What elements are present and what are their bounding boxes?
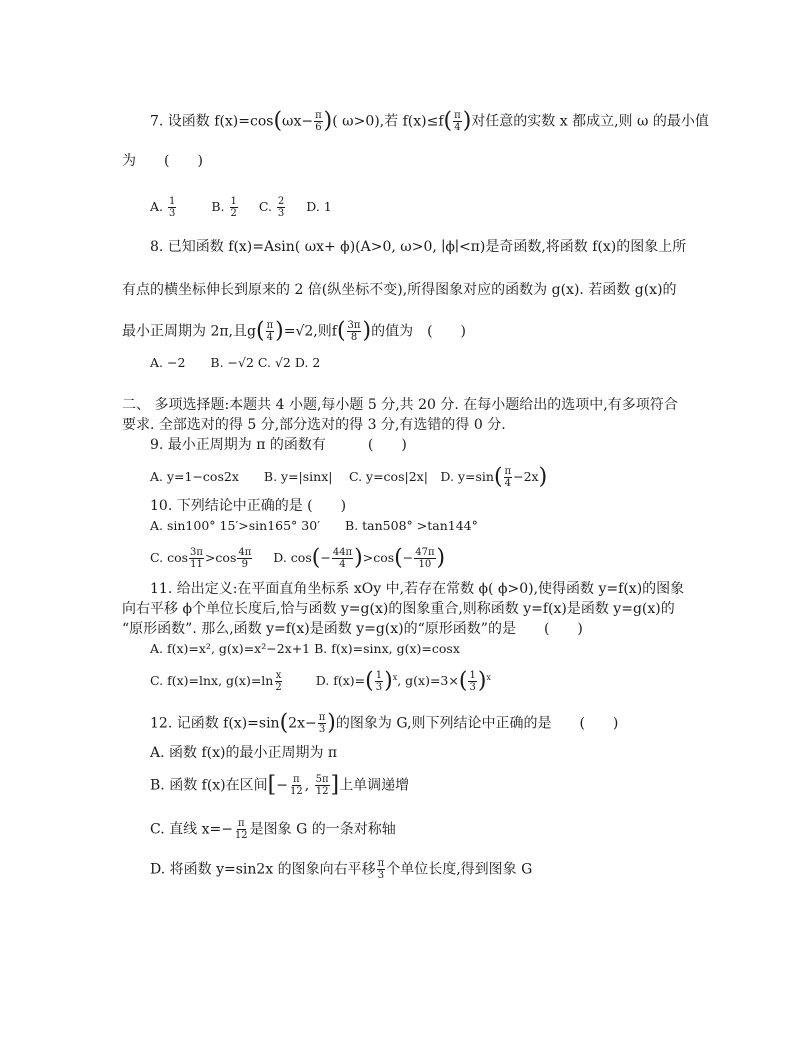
q8-line2: 有点的横坐标伸长到原来的 2 倍(纵坐标不变),所得图象对应的函数为 g(x). 若函数 g(x)的 — [122, 282, 677, 298]
q12-s-frac: $\frac{\pi}{3}$ — [318, 712, 326, 735]
q7-optB-frac: $\frac{1}{2}$ — [230, 196, 237, 219]
q7-mid1: ωx− — [282, 113, 314, 130]
q11-d2-frac: $\frac{1}{3}$ — [469, 670, 476, 693]
q12-optD: D. 将函数 y=sin2x 的图象向右平移 $\frac{\pi}{3}$ 个单位长度,得到图象 G — [150, 858, 533, 881]
q10-optsAB: A. sin100° 15′>sin165° 30′ B. tan508° >tan144° — [150, 518, 478, 533]
q7-stem-end: 对任意的实数 x 都成立,则 ω 的最小值 — [471, 113, 709, 130]
q12-optB: B. 函数 f(x)在区间[− $\frac{\pi}{12}$ , $\frac{5\pi}{12}$ ]上单调递增 — [150, 772, 410, 798]
section2-line2: 要求. 全部选对的得 5 分,部分选对的得 3 分,有选错的得 0 分. — [122, 417, 506, 433]
q8-g-frac: $\frac{\pi}{4}$ — [266, 320, 274, 343]
q7-frac2: $\frac{\pi}{4}$ — [454, 110, 461, 133]
q10-d2-frac: $\frac{47\pi}{10}$ — [415, 547, 435, 570]
q12-stem: 12. 记函数 f(x)=sin(2x− $\frac{\pi}{3}$ )的图象为 G,则下列结论中正确的是 ( ) — [150, 710, 619, 736]
q7-expr2: f(x)≤f — [402, 113, 444, 130]
q11-c-frac: $\frac{x}{2}$ — [275, 670, 282, 693]
q9-frac: $\frac{\pi}{4}$ — [504, 466, 512, 489]
q7-stem-line1: 7. 设函数 f(x)=cos(ωx− $\frac{\pi}{6}$ )( ω>0),若 f(x)≤f( $\frac{\pi}{4}$ )对任意的实数 x 都成立,则 ω 的最小值 — [150, 108, 709, 134]
q12-b1-frac: $\frac{\pi}{12}$ — [289, 774, 303, 797]
q10-stem: 10. 下列结论中正确的是 ( ) — [150, 498, 347, 514]
q9-options: A. y=1−cos2x B. y=|sinx| C. y=cos|2x| D. y=sin( $\frac{\pi}{4}$ −2x) — [150, 464, 548, 490]
paren: ( — [273, 108, 283, 134]
q11-optCD: C. f(x)=lnx, g(x)=ln $\frac{x}{2}$ D. f(x)=( $\frac{1}{3}$ )$^x$, g(x)=3×( $\frac{1}{3}$ )$^x$ — [150, 668, 491, 694]
q9-stem: 9. 最小正周期为 π 的函数有 ( ) — [150, 437, 407, 453]
q7-stem-line2: 为 ( ) — [122, 153, 203, 169]
q7-optA-frac: $\frac{1}{3}$ — [169, 196, 176, 219]
q7-stem-start: 7. 设函数 — [150, 113, 210, 130]
q7-expr1: f(x)=cos — [214, 113, 274, 130]
q11-line2: 向右平移 ϕ个单位长度后,恰与函数 y=g(x)的图象重合,则称函数 y=f(x)是函数 y=g(x)的 — [122, 601, 675, 617]
q10-c1-frac: $\frac{3\pi}{11}$ — [190, 547, 203, 570]
q12-c-frac: $\frac{\pi}{12}$ — [234, 818, 248, 841]
q11-line3: “原形函数”. 那么,函数 y=f(x)是函数 y=g(x)的“原形函数”的是 ( ) — [122, 621, 583, 637]
q8-options: A. −2 B. −√2 C. √2 D. 2 — [150, 355, 321, 370]
q7-options: A. $\frac{1}{3}$ B. $\frac{1}{2}$ C. $\frac{2}{3}$ D. 1 — [150, 196, 332, 219]
q12-optC: C. 直线 x=− $\frac{\pi}{12}$ 是图象 G 的一条对称轴 — [150, 818, 396, 841]
section2-line1: 二、 多项选择题:本题共 4 小题,每小题 5 分,共 20 分. 在每小题给出的选项中,有多项符合 — [122, 397, 678, 413]
q10-c2-frac: $\frac{4\pi}{9}$ — [238, 547, 252, 570]
q8-line3: 最小正周期为 2π,且g( $\frac{\pi}{4}$ )=√2,则f( $\frac{3\pi}{8}$ )的值为 ( ) — [122, 318, 467, 344]
q7-cond: ( ω>0),若 — [332, 113, 399, 130]
q11-optAB: A. f(x)=x², g(x)=x²−2x+1 B. f(x)=sinx, g(x)=cosx — [150, 641, 460, 656]
q10-optsCD: C. cos $\frac{3\pi}{11}$ >cos $\frac{4\pi}{9}$ D. cos(− $\frac{44\pi}{4}$ )>cos(− $\frac{47\pi}{10}$ ) — [150, 545, 446, 571]
q7-optC-frac: $\frac{2}{3}$ — [277, 196, 285, 219]
q12-optA: A. 函数 f(x)的最小正周期为 π — [150, 745, 338, 761]
q8-f-frac: $\frac{3\pi}{8}$ — [347, 320, 361, 343]
q11-line1: 11. 给出定义:在平面直角坐标系 xOy 中,若存在常数 ϕ( ϕ>0),使得函数 y=f(x)的图象 — [150, 581, 685, 597]
q10-d1-frac: $\frac{44\pi}{4}$ — [332, 547, 353, 570]
q12-d-frac: $\frac{\pi}{3}$ — [377, 858, 385, 881]
q12-b2-frac: $\frac{5\pi}{12}$ — [315, 774, 329, 797]
q11-d1-frac: $\frac{1}{3}$ — [375, 670, 383, 693]
q7-frac1: $\frac{\pi}{6}$ — [315, 110, 322, 133]
q8-line1: 8. 已知函数 f(x)=Asin( ωx+ ϕ)(A>0, ω>0, ∣ϕ∣<π)是奇函数,将函数 f(x)的图象上所 — [150, 239, 687, 255]
